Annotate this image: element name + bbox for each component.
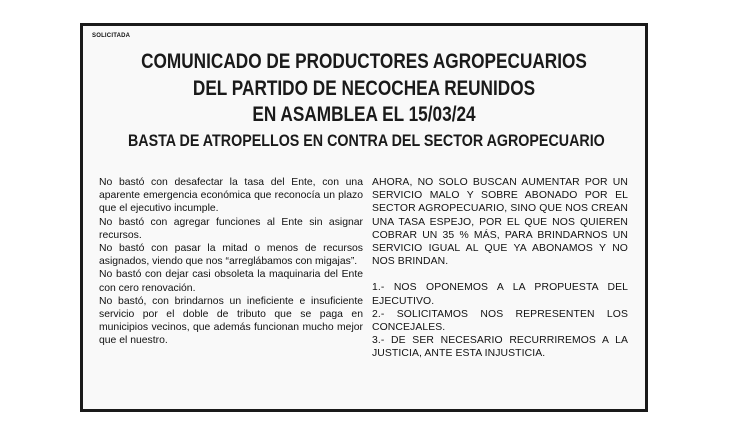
subtitle: BASTA DE ATROPELLOS EN CONTRA DEL SECTOR AGROPECUARIO <box>127 131 605 150</box>
left-paragraph: No bastó con pasar la mitad o menos de recursos asignados, viendo que nos “arreglábamos con migajas”. <box>99 243 363 268</box>
title-line-3: EN ASAMBLEA EL 15/03/24 <box>252 103 476 126</box>
left-paragraph: No bastó con dejar casi obsoleta la maquinaria del Ente con cero renovación. <box>99 269 363 294</box>
notice-tag: SOLICITADA <box>92 33 131 39</box>
title-line-1: COMUNICADO DE PRODUCTORES AGROPECUARIOS <box>141 50 587 73</box>
left-paragraph: No bastó con desafectar la tasa del Ente, con una aparente emergencia económica que reconocía un plazo que el ejecutivo incumple. <box>99 177 363 215</box>
right-point: 3.- DE SER NECESARIO RECURRIREMOS A LA JUSTICIA, ANTE ESTA INJUSTICIA. <box>372 335 628 360</box>
notice-frame <box>80 23 648 412</box>
left-paragraph: No bastó, con brindarnos un ineficiente e insuficiente servicio por el doble de tributo que se paga en municipios vecinos, que además funcionan mucho mejor que el nuestro. <box>99 295 363 347</box>
left-column <box>99 176 363 348</box>
right-point: 2.- SOLICITAMOS NOS REPRESENTEN LOS CONCEJALES. <box>372 308 628 334</box>
right-point: 1.- NOS OPONEMOS A LA PROPUESTA DEL EJECUTIVO. <box>372 282 628 307</box>
title-line-2: DEL PARTIDO DE NECOCHEA REUNIDOS <box>192 77 536 100</box>
right-column <box>372 176 628 361</box>
right-intro: AHORA, NO SOLO BUSCAN AUMENTAR POR UN SERVICIO MALO Y SOBRE ABONADO POR EL SECTOR AGROPECUARIO, SINO QUE NOS CREAN UNA TASA ESPEJO, POR EL QUE NOS QUIEREN COBRAR UN 35 % MÁS, PARA BRINDARNOS UN SERVICIO IGUAL AL QUE YA ABONAMOS Y NO NOS BRINDAN. <box>372 177 628 268</box>
left-paragraph: No bastó con agregar funciones al Ente sin asignar recursos. <box>99 216 363 241</box>
